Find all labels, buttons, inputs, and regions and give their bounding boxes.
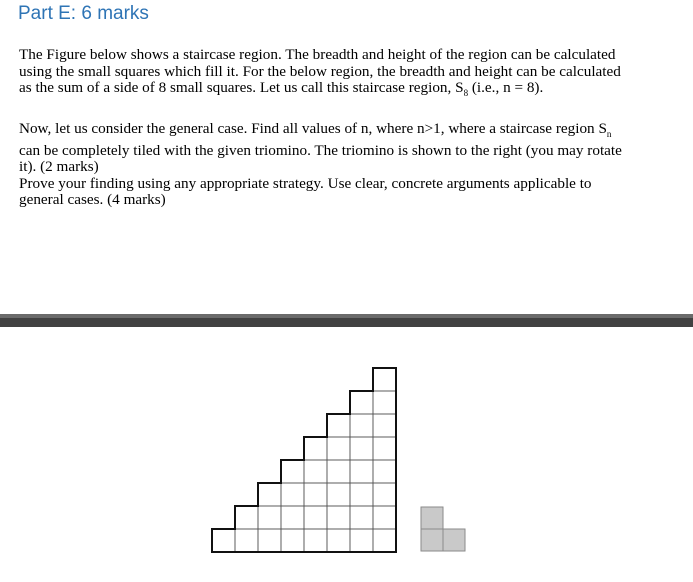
text: (i.e., n = 8). xyxy=(468,79,544,96)
staircase-cell xyxy=(327,506,350,529)
staircase-cell xyxy=(258,529,281,552)
staircase-cell xyxy=(281,529,304,552)
staircase-region xyxy=(212,368,396,552)
staircase-cell xyxy=(373,391,396,414)
staircase-cell xyxy=(235,529,258,552)
staircase-cell xyxy=(350,414,373,437)
triomino-cell xyxy=(421,529,443,551)
staircase-cell xyxy=(304,506,327,529)
staircase-cell xyxy=(304,483,327,506)
triomino-cell xyxy=(421,507,443,529)
line: The Figure below shows a staircase region. The breadth and height of the region can be calculated xyxy=(19,46,616,63)
staircase-cell xyxy=(373,483,396,506)
staircase-cell xyxy=(350,437,373,460)
triomino xyxy=(421,507,465,551)
staircase-cell xyxy=(373,437,396,460)
staircase-cell xyxy=(350,460,373,483)
staircase-cell xyxy=(212,529,235,552)
staircase-cell xyxy=(327,483,350,506)
staircase-cell xyxy=(327,414,350,437)
line: it). (2 marks) xyxy=(19,158,99,176)
staircase-cell xyxy=(281,506,304,529)
staircase-cell xyxy=(258,483,281,506)
staircase-cell xyxy=(327,437,350,460)
staircase-cell xyxy=(350,506,373,529)
staircase-cell xyxy=(258,506,281,529)
staircase-cell xyxy=(373,529,396,552)
staircase-cell xyxy=(350,391,373,414)
staircase-cell xyxy=(350,483,373,506)
staircase-cell xyxy=(304,437,327,460)
triomino-cell xyxy=(443,529,465,551)
staircase-cell xyxy=(304,529,327,552)
line: general cases. (4 marks) xyxy=(19,191,166,209)
line: can be completely tiled with the given triomino. The triomino is shown to the right (you may rotate xyxy=(19,141,622,159)
staircase-cell xyxy=(281,483,304,506)
line: using the small squares which fill it. For the below region, the breadth and height can be calculated xyxy=(19,62,621,80)
staircase-cell xyxy=(373,368,396,391)
subscript: n xyxy=(606,129,612,140)
staircase-cell xyxy=(304,460,327,483)
staircase-cell xyxy=(373,414,396,437)
subscript: 8 xyxy=(463,88,469,99)
staircase-cell xyxy=(235,506,258,529)
staircase-cell xyxy=(327,460,350,483)
staircase-cell xyxy=(281,460,304,483)
staircase-cell xyxy=(373,460,396,483)
text: Now, let us consider the general case. Find all values of n, where n>1, where a staircase region S xyxy=(19,120,607,137)
line: Prove your finding using any appropriate strategy. Use clear, concrete arguments applicable to xyxy=(19,174,592,192)
part-title: Part E: 6 marks xyxy=(18,3,149,24)
staircase-cell xyxy=(373,506,396,529)
text: as the sum of a side of 8 small squares. Let us call this staircase region, S xyxy=(19,79,464,96)
staircase-cell xyxy=(350,529,373,552)
staircase-cell xyxy=(327,529,350,552)
